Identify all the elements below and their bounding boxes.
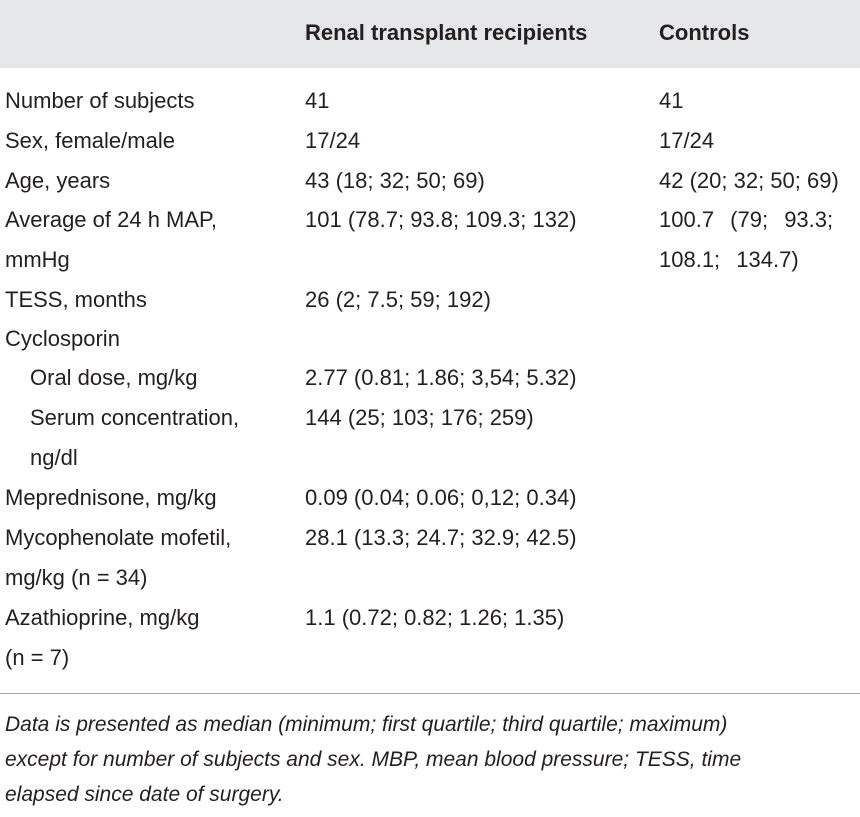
- controls-value-line: 41: [659, 88, 684, 113]
- row-label-line: Cyclosporin: [5, 326, 120, 351]
- row-label: [5, 161, 295, 201]
- recipients-value: [305, 161, 650, 201]
- row-label-line: Number of subjects: [5, 88, 195, 113]
- row-label-line: Oral dose, mg/kg: [30, 365, 198, 390]
- recipients-value-line: 1.1 (0.72; 0.82; 1.26; 1.35): [305, 605, 565, 630]
- header-controls: Controls: [659, 20, 750, 45]
- recipients-value-line: 144 (25; 103; 176; 259): [305, 405, 534, 430]
- recipients-value: [305, 398, 650, 438]
- recipients-value-line: 17/24: [305, 128, 361, 153]
- controls-value-line: 42 (20; 32; 50; 69): [659, 168, 839, 193]
- recipients-value-line: 0.09 (0.04; 0.06; 0,12; 0.34): [305, 485, 577, 510]
- controls-value: [659, 161, 859, 201]
- row-label: [5, 121, 295, 161]
- row-label-line: mmHg: [5, 247, 70, 272]
- footnote-line: Data is presented as median (minimum; first quartile; third quartile; maximum): [5, 713, 728, 736]
- controls-value: [659, 81, 859, 121]
- controls-value: [659, 121, 859, 161]
- table-footnote: [5, 707, 857, 812]
- controls-value: [659, 200, 859, 280]
- row-label: [5, 518, 295, 598]
- recipients-value: [305, 200, 650, 240]
- row-label: [30, 398, 295, 478]
- row-label-line: Serum concentration,: [30, 405, 240, 430]
- recipients-value: [305, 598, 650, 638]
- recipients-value: [305, 478, 650, 518]
- recipients-value: [305, 358, 650, 398]
- row-label: [5, 478, 295, 518]
- row-label-line: Meprednisone, mg/kg: [5, 485, 217, 510]
- row-label-line: Sex, female/male: [5, 128, 175, 153]
- recipients-value-line: 101 (78.7; 93.8; 109.3; 132): [305, 207, 577, 232]
- recipients-value: [305, 280, 650, 320]
- row-label-line: TESS, months: [5, 287, 147, 312]
- row-label-line: Average of 24 h MAP,: [5, 207, 217, 232]
- controls-value-line: 108.1; 134.7): [659, 247, 799, 272]
- row-label-line: ng/dl: [30, 445, 78, 470]
- row-label: [5, 598, 295, 678]
- recipients-value-line: 2.77 (0.81; 1.86; 3,54; 5.32): [305, 365, 577, 390]
- row-label-line: Azathioprine, mg/kg: [5, 605, 200, 630]
- footnote-line: elapsed since date of surgery.: [5, 783, 284, 806]
- row-label-line: mg/kg (n = 34): [5, 565, 148, 590]
- footnote-line: except for number of subjects and sex. MBP, mean blood pressure; TESS, time: [5, 748, 742, 771]
- header-recipients: Renal transplant recipients: [305, 20, 588, 45]
- recipients-value-line: 43 (18; 32; 50; 69): [305, 168, 485, 193]
- row-label-line: Mycophenolate mofetil,: [5, 525, 232, 550]
- row-label: [5, 280, 295, 320]
- row-label: [5, 200, 295, 280]
- recipients-value-line: 26 (2; 7.5; 59; 192): [305, 287, 491, 312]
- table-header: [0, 0, 860, 68]
- row-label-line: (n = 7): [5, 645, 70, 670]
- recipients-value-line: 41: [305, 88, 330, 113]
- recipients-value: [305, 121, 650, 161]
- table-divider: [0, 693, 860, 694]
- row-label: [5, 319, 295, 359]
- recipients-value: [305, 81, 650, 121]
- row-label: [30, 358, 295, 398]
- recipients-value-line: 28.1 (13.3; 24.7; 32.9; 42.5): [305, 525, 577, 550]
- controls-value-line: 100.7 (79; 93.3;: [659, 207, 834, 232]
- controls-value-line: 17/24: [659, 128, 715, 153]
- row-label-line: Age, years: [5, 168, 111, 193]
- recipients-value: [305, 518, 650, 558]
- row-label: [5, 81, 295, 121]
